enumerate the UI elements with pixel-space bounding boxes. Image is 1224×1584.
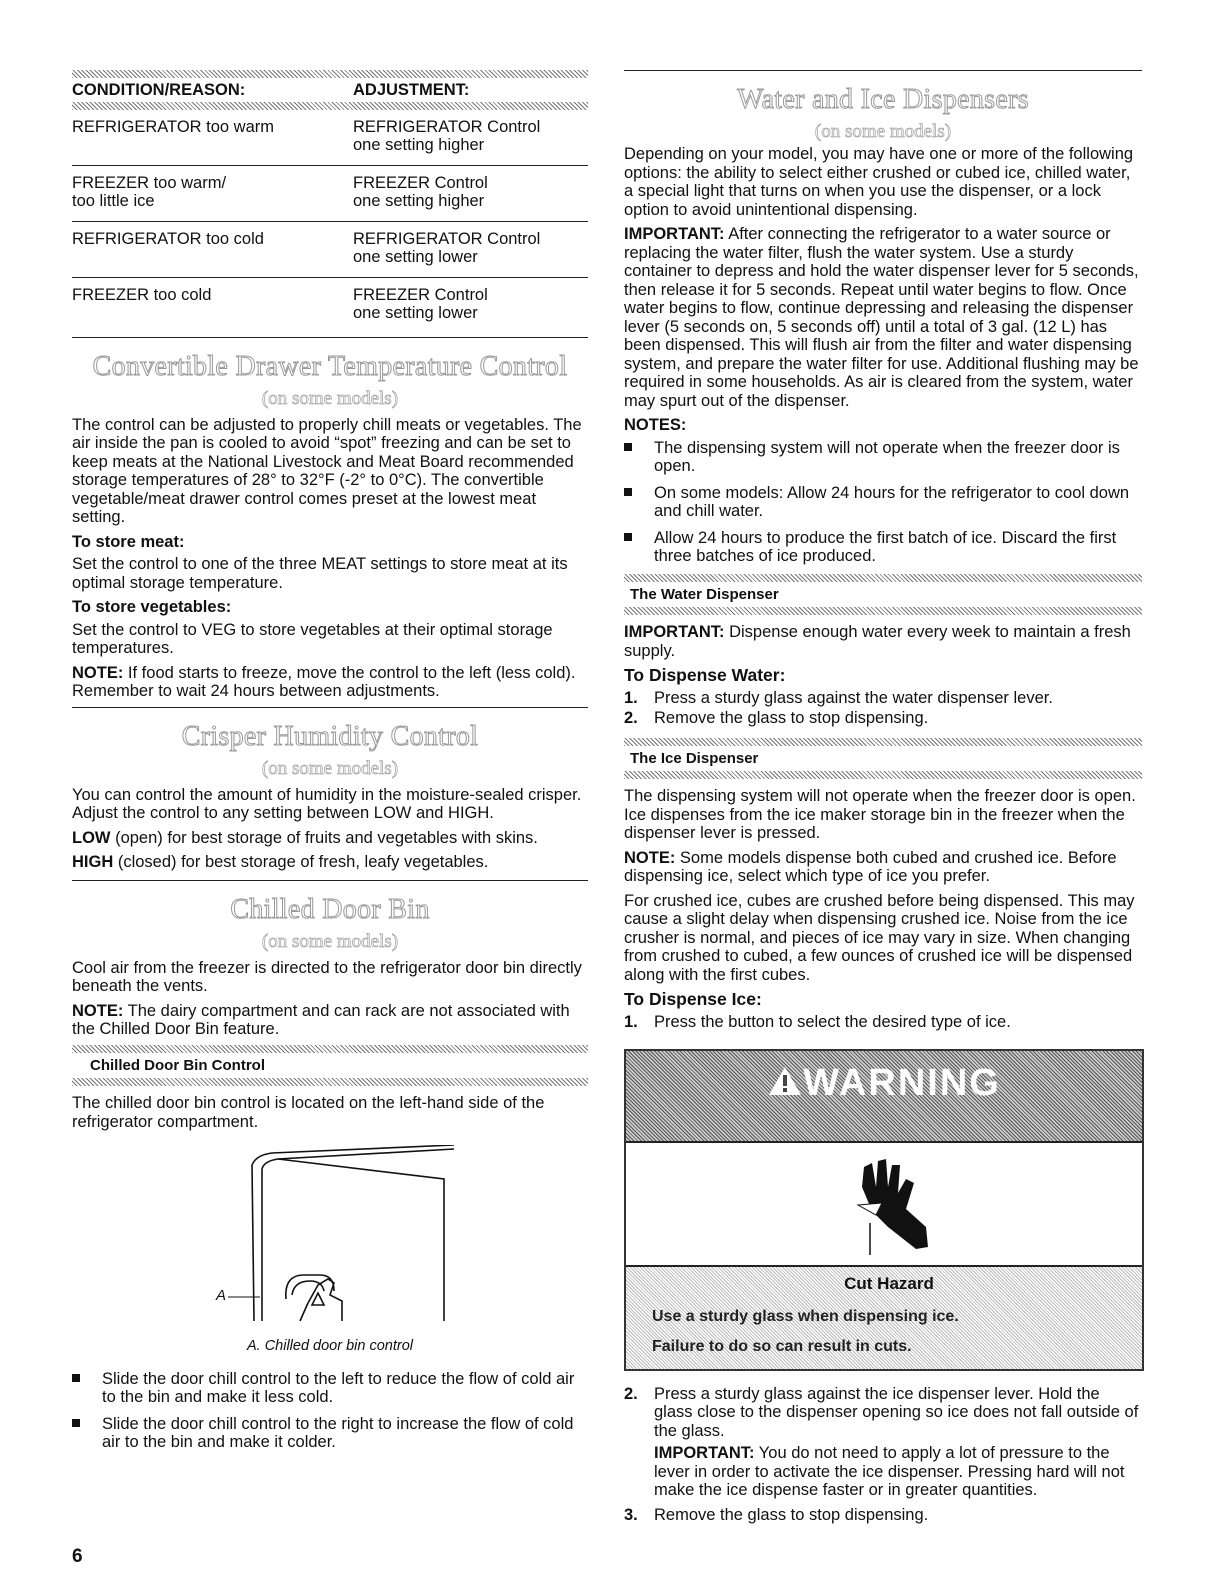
table-row — [72, 110, 588, 166]
chilled-bullets — [72, 1370, 588, 1452]
ice-step2-important: IMPORTANT: You do not need to apply a lot of pressure to the lever in order to activate the ice dispenser. Pressing hard will not make the ice dispense faster or in greater quantities. — [654, 1444, 1125, 1499]
list-item: Slide the door chill control to the left to reduce the flow of cold air to the bin and make it less cold. — [72, 1370, 588, 1407]
notes-heading: NOTES: — [624, 416, 687, 434]
warning-text-panel — [626, 1265, 1142, 1369]
store-meat-heading: To store meat: — [72, 532, 185, 551]
adjustment-cell: REFRIGERATOR Control one setting lower — [353, 229, 541, 266]
warning-box — [624, 1049, 1144, 1371]
crisper-subtitle: (on some models) — [261, 757, 399, 779]
cut-hazard-icon — [626, 1143, 1142, 1265]
condition-cell: REFRIGERATOR too cold — [72, 229, 264, 248]
figure-caption: A. Chilled door bin control — [246, 1338, 414, 1354]
list-item: 2. Remove the glass to stop dispensing. — [624, 709, 929, 727]
chilled-subtitle: (on some models) — [261, 930, 399, 952]
store-vegetables-text: Set the control to VEG to store vegetables at their optimal storage temperatures. — [72, 620, 553, 657]
condition-cell: REFRIGERATOR too warm — [72, 117, 275, 136]
chilled-title: Chilled Door Bin — [230, 893, 430, 925]
condition-cell: FREEZER too cold — [72, 285, 212, 304]
list-item: 2. Press a sturdy glass against the ice dispenser lever. Hold the glass close to the dispenser opening so ice does not fall outside of the glass. — [624, 1384, 1139, 1440]
left-column — [72, 70, 588, 1460]
water-steps — [624, 689, 1142, 728]
subsection-rule — [72, 1078, 588, 1086]
list-item: On some models: Allow 24 hours for the refrigerator to cool down and chill water. — [624, 484, 1142, 521]
ice-steps-continued — [624, 1385, 1142, 1441]
water-important: IMPORTANT: Dispense enough water every week to maintain a fresh supply. — [624, 623, 1131, 660]
adjustment-cell: FREEZER Control one setting higher — [353, 173, 488, 210]
dispensers-important: IMPORTANT: After connecting the refrigerator to a water source or replacing the water filter, flush the water system. Use a sturdy container to depress and hold the water dispenser lever for 5 seconds, then release it for 5 seconds. Repeat until water begins to flow. Once water begins to flow, continue depressing and releasing the dispenser lever (5 seconds on, 5 seconds off) until a total of 3 gal. (12 L) has been dispensed. This will flush air from the filter and water dispensing system, and prepare the water filter for use. Additional flushing may be required in some households. As air is cleared from the system, water may spurt out of the dispenser. — [624, 225, 1139, 410]
notes-list — [624, 439, 1142, 566]
store-meat-text: Set the control to one of the three MEAT settings to store meat at its optimal storage temperature. — [72, 555, 568, 592]
chilled-intro: Cool air from the freezer is directed to the refrigerator door bin directly beneath the vents. — [72, 958, 582, 995]
subsection-rule — [624, 574, 1142, 582]
drawer-title: Convertible Drawer Temperature Control — [92, 350, 568, 382]
adjustment-cell: REFRIGERATOR Control one setting higher — [353, 117, 541, 154]
subsection-rule — [624, 607, 1142, 615]
dispensers-title: Water and Ice Dispensers — [737, 84, 1029, 115]
condition-header: CONDITION/REASON: — [72, 81, 246, 99]
dispense-ice-heading: To Dispense Ice: — [624, 989, 762, 1009]
warning-banner — [626, 1051, 1142, 1143]
section-divider — [624, 70, 1142, 71]
warning-triangle-icon — [767, 1065, 803, 1097]
adjustment-header: ADJUSTMENT: — [353, 81, 470, 99]
ice-intro: The dispensing system will not operate when the freezer door is open. Ice dispenses from the ice maker storage bin in the freezer when the dispenser lever is pressed. — [624, 787, 1136, 842]
ice-crushed-text: For crushed ice, cubes are crushed before being dispensed. This may cause a slight delay when dispensing crushed ice. Noise from the ice crusher is normal, and pieces of ice may vary in size. When changing from crushed to cubed, a few ounces of crushed ice will be dispensed along with the first cubes. — [624, 891, 1135, 984]
dispensers-subtitle: (on some models) — [814, 121, 952, 142]
warning-icon-area — [626, 1143, 1142, 1265]
list-item: The dispensing system will not operate when the freezer door is open. — [624, 439, 1142, 476]
warning-heading: WARNING — [626, 1065, 1142, 1097]
warning-title: Cut Hazard — [844, 1274, 934, 1293]
page-number: 6 — [72, 1546, 83, 1567]
ice-dispenser-heading: The Ice Dispenser — [630, 749, 759, 767]
list-item: 1. Press a sturdy glass against the water dispenser lever. — [624, 688, 1053, 707]
adjustment-table — [72, 110, 588, 333]
door-bin-illustration — [72, 1145, 588, 1335]
warning-line-1: Use a sturdy glass when dispensing ice. — [652, 1307, 959, 1325]
chilled-control-text: The chilled door bin control is located on the left-hand side of the refrigerator compartment. — [72, 1094, 545, 1131]
right-column — [624, 70, 1142, 1528]
dispense-water-heading: To Dispense Water: — [624, 665, 786, 685]
section-divider — [72, 707, 588, 708]
list-item: 1. Press the button to select the desired type of ice. — [624, 1012, 1011, 1031]
warning-line-2: Failure to do so can result in cuts. — [652, 1338, 912, 1355]
door-bin-figure — [72, 1145, 588, 1335]
table-row — [72, 166, 588, 222]
subsection-rule — [72, 1045, 588, 1053]
drawer-note: NOTE: If food starts to freeze, move the control to the left (less cold). Remember to wait 24 hours between adjustments. — [72, 663, 576, 700]
figure-callout-a: A — [216, 1287, 227, 1304]
ice-note: NOTE: Some models dispense both cubed and crushed ice. Before dispensing ice, select which type of ice you prefer. — [624, 848, 1117, 885]
chilled-control-heading: Chilled Door Bin Control — [90, 1056, 265, 1074]
table-row — [72, 222, 588, 278]
crisper-intro: You can control the amount of humidity in the moisture-sealed crisper. Adjust the control to any setting between LOW and HIGH. — [72, 785, 582, 822]
ice-steps-final — [624, 1506, 1142, 1525]
drawer-intro: The control can be adjusted to properly chill meats or vegetables. The air inside the pan is cooled to avoid “spot” freezing and can be set to keep meats at the National Livestock and Meat Board recommended storage temperatures of 28° to 32°F (-2° to 0°C). The convertible vegetable/meat drawer control comes preset at the lowest meat setting. — [72, 415, 582, 526]
water-dispenser-heading: The Water Dispenser — [630, 585, 779, 603]
condition-cell: FREEZER too warm/ too little ice — [72, 173, 227, 210]
section-divider — [72, 880, 588, 881]
section-divider — [72, 337, 588, 338]
crisper-title: Crisper Humidity Control — [181, 720, 479, 752]
subsection-rule — [624, 738, 1142, 746]
store-vegetables-heading: To store vegetables: — [72, 598, 232, 616]
subsection-rule — [624, 771, 1142, 779]
crisper-high: HIGH (closed) for best storage of fresh, leafy vegetables. — [72, 853, 489, 871]
table-row — [72, 278, 588, 333]
crisper-low: LOW (open) for best storage of fruits and vegetables with skins. — [72, 828, 538, 847]
drawer-subtitle: (on some models) — [261, 387, 399, 409]
ice-steps — [624, 1013, 1142, 1032]
dispensers-intro: Depending on your model, you may have one or more of the following options: the ability to select either crushed or cubed ice, chilled water, a special light that turns on when you use the dispenser, or a lock option to avoid unintentional dispensing. — [624, 145, 1134, 219]
table-top-rule — [72, 70, 588, 78]
chilled-note: NOTE: The dairy compartment and can rack are not associated with the Chilled Door Bin feature. — [72, 1001, 570, 1038]
list-item: Slide the door chill control to the right to increase the flow of cold air to the bin and make it colder. — [72, 1415, 588, 1452]
list-item: Allow 24 hours to produce the first batch of ice. Discard the first three batches of ice produced. — [624, 529, 1142, 566]
table-header — [72, 78, 588, 102]
adjustment-cell: FREEZER Control one setting lower — [353, 285, 488, 322]
table-header-rule — [72, 102, 588, 110]
list-item: 3. Remove the glass to stop dispensing. — [624, 1505, 929, 1524]
